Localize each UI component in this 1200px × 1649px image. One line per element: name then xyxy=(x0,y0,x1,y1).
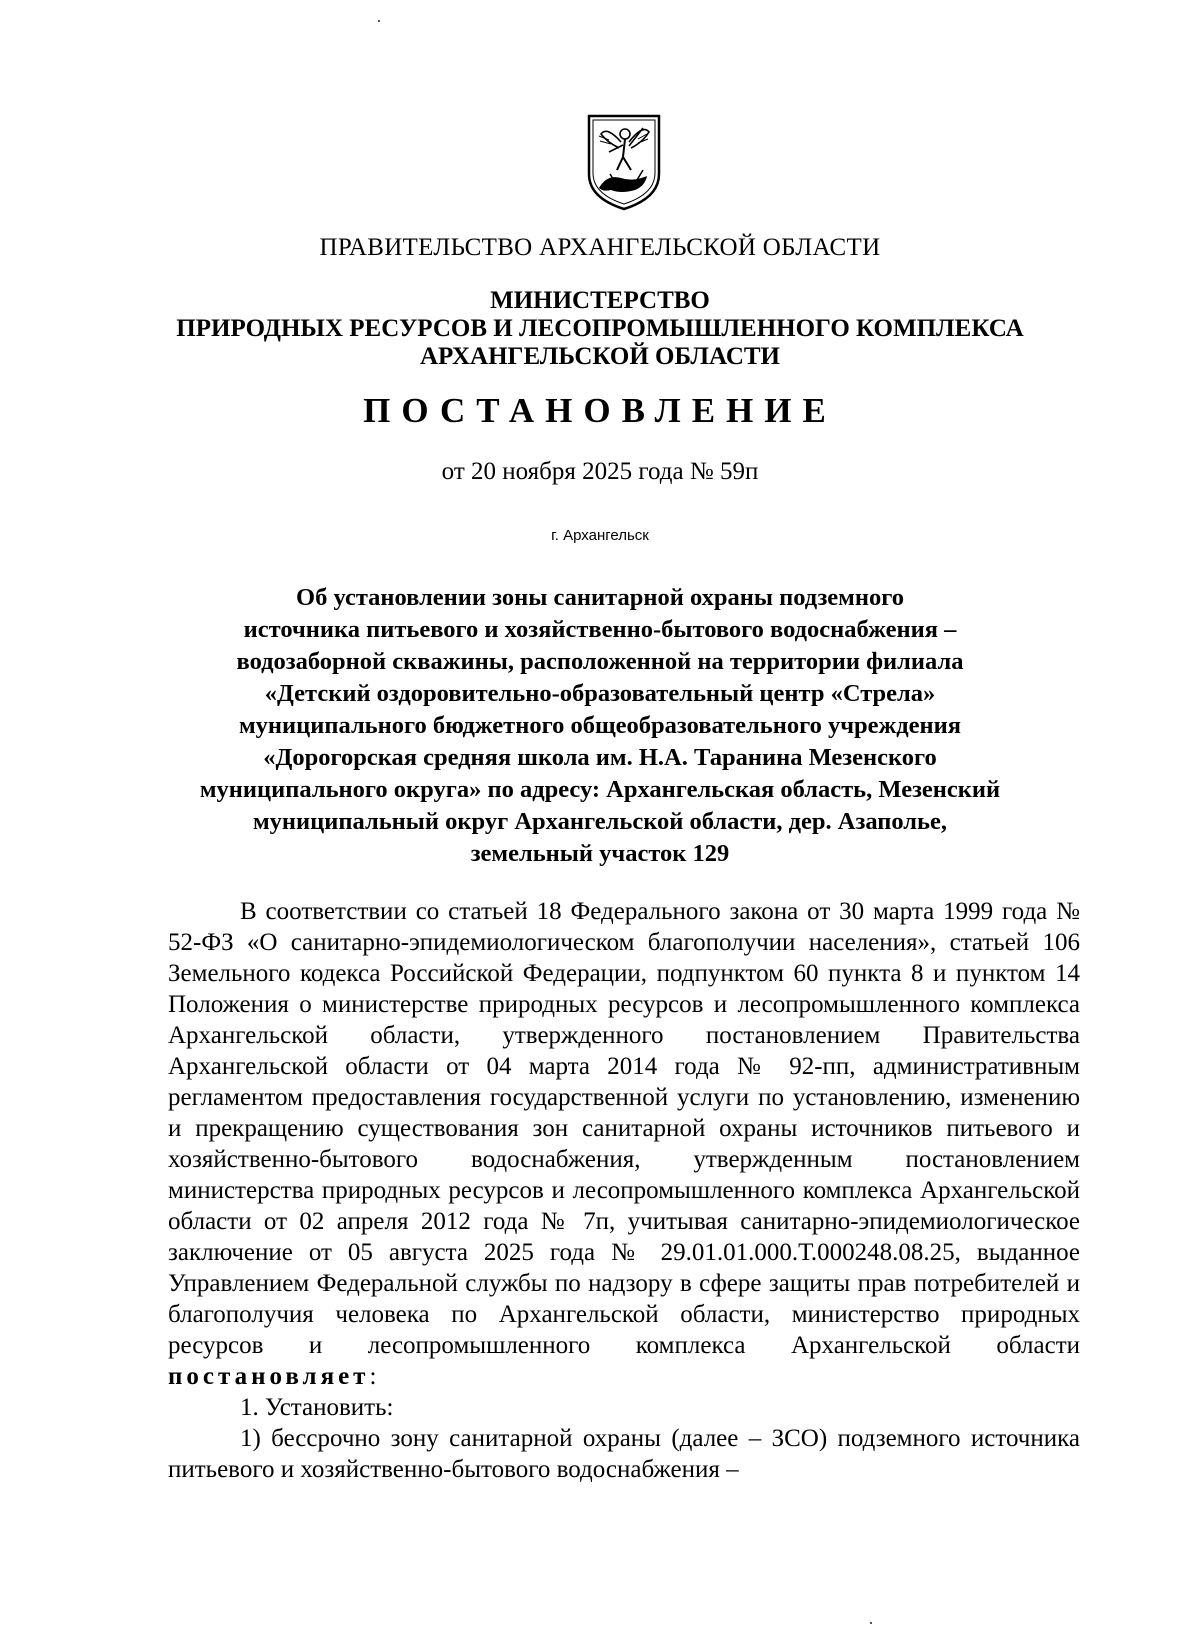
document-body xyxy=(168,896,1080,1485)
title-line: водозаборной скважины, расположенной на территории филиала xyxy=(236,648,964,675)
ministry-name xyxy=(0,287,1200,371)
title-line: муниципального бюджетного общеобразовательного учреждения xyxy=(238,712,962,739)
coat-of-arms-icon xyxy=(585,112,663,212)
government-name: ПРАВИТЕЛЬСТВО АРХАНГЕЛЬСКОЙ ОБЛАСТИ xyxy=(319,234,881,261)
scan-speck xyxy=(378,20,380,22)
document-type: ПОСТАНОВЛЕНИЕ xyxy=(363,391,837,430)
city: г. Архангельск xyxy=(551,527,649,544)
item-1-1: 1) бессрочно зону санитарной охраны (далее – ЗСО) подземного источника питьевого и хозяйственно-бытового водоснабжения – xyxy=(168,1425,1080,1483)
ministry-line: ПРИРОДНЫХ РЕСУРСОВ И ЛЕСОПРОМЫШЛЕННОГО КОМПЛЕКСА xyxy=(176,315,1024,342)
resolves-suffix: : xyxy=(369,1363,377,1390)
item-1: 1. Установить: xyxy=(240,1394,394,1421)
document-title xyxy=(150,582,1050,870)
title-line: источника питьевого и хозяйственно-бытового водоснабжения – xyxy=(243,616,957,643)
title-line: муниципальный округ Архангельской области, дер. Азаполье, xyxy=(252,808,947,835)
title-line: Об установлении зоны санитарной охраны подземного xyxy=(296,584,904,611)
title-line: «Детский оздоровительно-образовательный центр «Стрела» xyxy=(264,680,936,707)
title-line: земельный участок 129 xyxy=(470,840,730,867)
title-line: «Дорогорская средняя школа им. Н.А. Таранина Мезенского xyxy=(263,744,937,771)
date-and-number: от 20 ноября 2025 года № 59п xyxy=(441,458,759,485)
resolves-word: постановляет xyxy=(168,1363,370,1390)
ministry-line: МИНИСТЕРСТВО xyxy=(490,287,710,314)
preamble-paragraph xyxy=(168,896,1080,1392)
scan-speck xyxy=(870,1622,872,1624)
ministry-line: АРХАНГЕЛЬСКОЙ ОБЛАСТИ xyxy=(420,343,780,370)
preamble-text: В соответствии со статьей 18 Федерального закона от 30 марта 1999 года № 52-ФЗ «О санитарно-эпидемиологическом благополучии населения», статьей 106 Земельного кодекса Российской Федерации, подпунктом 60 пункта 8 и пунктом 14 Положения о министерстве природных ресурсов и лесопромышленного комплекса Архангельской области, утвержденного постановлением Правительства Архангельской области от 04 марта 2014 года № 92-пп, административным регламентом предоставления государственной услуги по установлению, изменению и прекращению существования зон санитарной охраны источников питьевого и хозяйственно-бытового водоснабжения, утвержденным постановлением министерства природных ресурсов и лесопромышленного комплекса Архангельской области от 02 апреля 2012 года № 7п, учитывая санитарно-эпидемиологическое заключение от 05 августа 2025 года № 29.01.01.000.Т.000248.08.25, выданное Управлением Федеральной службы по надзору в сфере защиты прав потребителей и благополучия человека по Архангельской области, министерство природных ресурсов и лесопромышленного комплекса Архангельской области xyxy=(168,898,1080,1359)
title-line: муниципального округа» по адресу: Архангельская область, Мезенский xyxy=(199,776,1001,803)
